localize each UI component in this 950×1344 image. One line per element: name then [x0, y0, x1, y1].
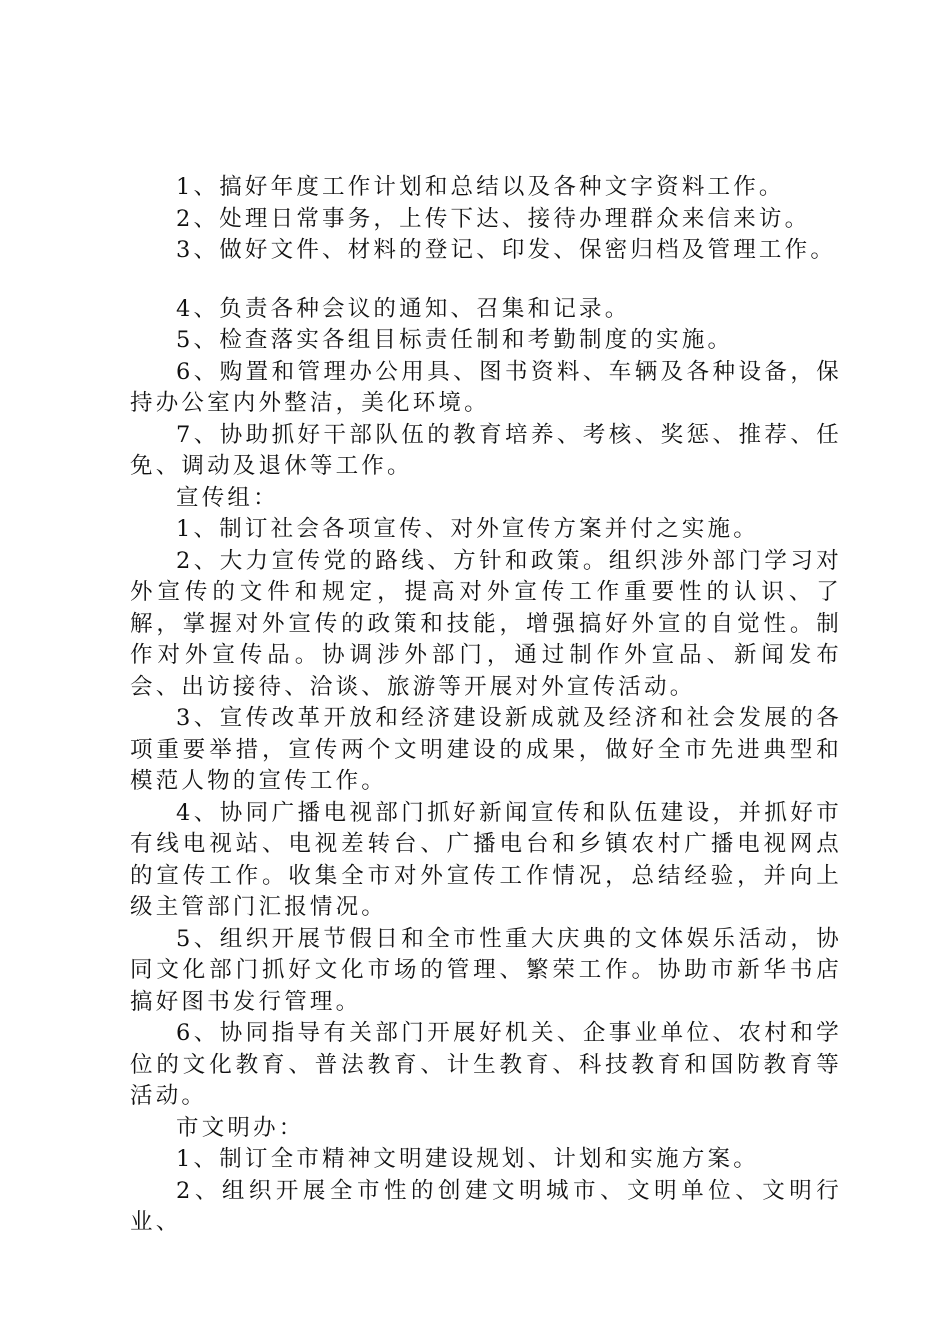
paragraph-8: 1、制订社会各项宣传、对外宣传方案并付之实施。: [176, 516, 759, 542]
section-heading-civilization-office: 市文明办：: [176, 1114, 305, 1141]
paragraph-3: 3、做好文件、材料的登记、印发、保密归档及管理工作。: [176, 237, 837, 263]
paragraph-10: 3、宣传改革开放和经济建设新成就及经济和社会发展的各项重要举措，宣传两个文明建设的成果，做好全市先进典型和模范人物的宣传工作。: [130, 705, 842, 794]
paragraph-2: 2、处理日常事务，上传下达、接待办理群众来信来访。: [176, 205, 811, 232]
paragraph-9: 2、大力宣传党的路线、方针和政策。组织涉外部门学习对外宣传的文件和规定，提高对外宣传工作重要性的认识、了解，掌握对外宣传的政策和技能，增强搞好外宣的自觉性。制作对外宣传品。协调涉外部门，通过制作外宣品、新闻发布会、出访接待、洽谈、旅游等开展对外宣传活动。: [130, 547, 842, 700]
document-body: [130, 172, 842, 1239]
paragraph-1: 1、搞好年度工作计划和总结以及各种文字资料工作。: [176, 174, 785, 200]
paragraph-13: 6、协同指导有关部门开展好机关、企事业单位、农村和学位的文化教育、普法教育、计生教育、科技教育和国防教育等活动。: [130, 1020, 842, 1109]
paragraph-5: 5、检查落实各组目标责任制和考勤制度的实施。: [176, 327, 734, 353]
paragraph-15: 2、组织开展全市性的创建文明城市、文明单位、文明行业、: [130, 1177, 842, 1235]
paragraph-11: 4、协同广播电视部门抓好新闻宣传和队伍建设，并抓好市有线电视站、电视差转台、广播电台和乡镇农村广播电视网点的宣传工作。收集全市对外宣传工作情况，总结经验，并向上级主管部门汇报情况。: [130, 799, 842, 920]
paragraph-12: 5、组织开展节假日和全市性重大庆典的文体娱乐活动，协同文化部门抓好文化市场的管理、繁荣工作。协助市新华书店搞好图书发行管理。: [130, 925, 842, 1015]
paragraph-4: 4、负责各种会议的通知、召集和记录。: [176, 295, 631, 322]
paragraph-14: 1、制订全市精神文明建设规划、计划和实施方案。: [176, 1146, 759, 1172]
paragraph-7: 7、协助抓好干部队伍的教育培养、考核、奖惩、推荐、任免、调动及退休等工作。: [130, 421, 842, 479]
paragraph-6: 6、购置和管理办公用具、图书资料、车辆及各种设备，保持办公室内外整洁，美化环境。: [130, 358, 842, 416]
section-heading-publicity: 宣传组：: [176, 484, 279, 511]
